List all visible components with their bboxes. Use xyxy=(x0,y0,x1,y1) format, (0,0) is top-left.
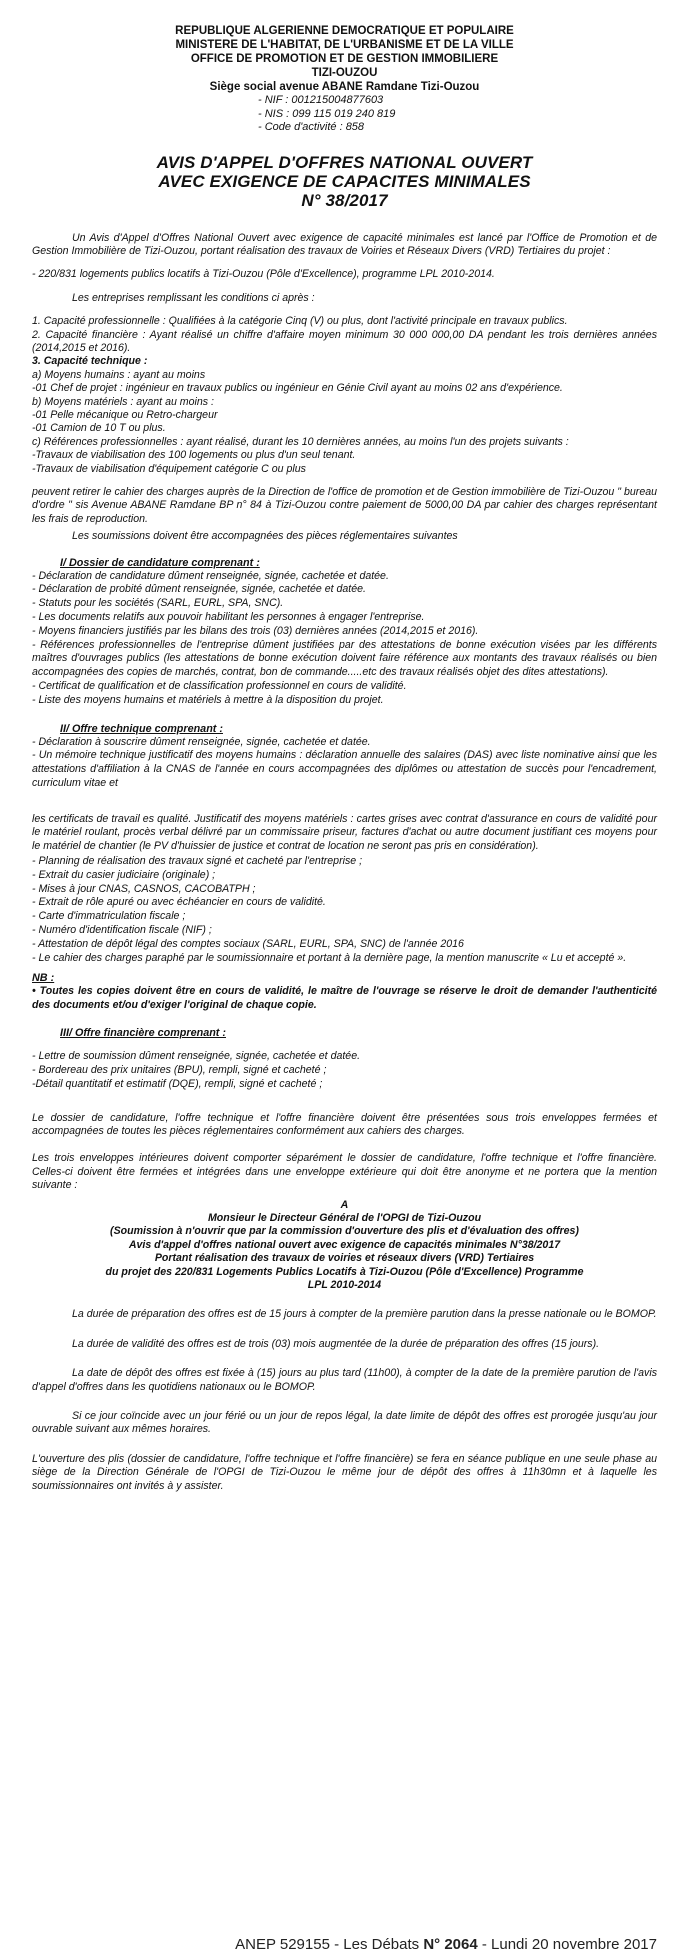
financiere-list xyxy=(32,1050,657,1091)
ministry-line: MINISTERE DE L'HABITAT, DE L'URBANISME ET DE LA VILLE xyxy=(175,39,514,51)
list-item: - Les documents relatifs aux pouvoir habilitant les personnes à engager l'entreprise. xyxy=(32,611,425,624)
list-item: - Déclaration à souscrire dûment renseignée, signée, cachetée et datée. xyxy=(32,735,371,748)
list-item: - Références professionnelles de l'entreprise dûment justifiées par des attestations de bonne exécution visées par les différents maîtres d'ouvrages publics (les attestations de bonne exécution doivent faire référence aux montants des travaux réalisés ou bien accompagnées des copies de marchés, contrat, bon de commande.....etc des travaux réalisés objet des dites attestations). xyxy=(32,638,657,679)
nb-text: • Toutes les copies doivent être en cours de validité, le maître de l'ouvrage se réserve le droit de demander l'authenticité des documents et/ou d'exiger l'original de chaque copie. xyxy=(32,985,657,1011)
condition-item: -Travaux de viabilisation des 100 logements ou plus d'un seul tenant. xyxy=(32,449,356,462)
list-item: - Déclaration de probité dûment renseignée, signée, cachetée et datée. xyxy=(32,583,366,596)
title-line-1: AVIS D'APPEL D'OFFRES NATIONAL OUVERT xyxy=(156,152,533,172)
closing-paragraph-2: Les trois enveloppes intérieures doivent comporter séparément le dossier de candidature, l'offre technique et l'offre financière. Celles-ci doivent être fermées et intégrées dans une enveloppe extérieure qui doit être anonyme et ne portera que la mention suivante : xyxy=(32,1152,657,1192)
condition-item: -01 Chef de projet : ingénieur en travaux publics ou ingénieur en Génie Civil ayant au moins 02 ans d'expérience. xyxy=(32,382,563,395)
closing-paragraph-1: Le dossier de candidature, l'offre technique et l'offre financière doivent être présentées sous trois enveloppes fermées et accompagnées de toutes les pièces réglementaires conformément aux cahiers des charges. xyxy=(32,1111,657,1137)
activity-code-line: - Code d'activité : 858 xyxy=(258,121,365,133)
conditions-intro: Les entreprises remplissant les conditions ci après : xyxy=(72,291,315,304)
list-item: - Extrait du casier judiciaire (originale) ; xyxy=(32,868,216,881)
closing-paragraph-6: Si ce jour coïncide avec un jour férié ou un jour de repos légal, la date limite de dépôt des offres est prorogée jusqu'au jour ouvrable suivant aux mêmes horaires. xyxy=(32,1410,657,1436)
list-item: -Détail quantitatif et estimatif (DQE), rempli, signé et cacheté ; xyxy=(32,1077,323,1090)
city-line: TIZI-OUZOU xyxy=(311,67,378,79)
condition-item: 3. Capacité technique : xyxy=(32,355,148,368)
list-item: - Liste des moyens humains et matériels à mettre à la disposition du projet. xyxy=(32,693,384,706)
technique-continuation: les certificats de travail es qualité. Justificatif des moyens matériels : cartes grises avec contrat d'assurance en cours de validité pour le matériel roulant, procès verbal délivré par un commissaire priseur, factures d'achat ou autre document justifiant ces moyens pour le matériel de chantier (le PV d'huissier de justice et contrat de location ne seront pas pris en considération). xyxy=(32,812,657,852)
condition-item: -01 Pelle mécanique ou Retro-chargeur xyxy=(32,408,218,421)
office-line: OFFICE DE PROMOTION ET DE GESTION IMMOBILIERE xyxy=(190,53,499,65)
condition-item: -Travaux de viabilisation d'équipement catégorie C ou plus xyxy=(32,462,306,475)
identifiers xyxy=(258,94,657,135)
nb-label: NB : xyxy=(32,972,55,985)
intro-paragraph: Un Avis d'Appel d'Offres National Ouvert avec exigence de capacité minimales est lancé par l'Office de Promotion et de Gestion Immobilière de Tizi-Ouzou, portant réalisation des travaux de Voiries et Réseaux Divers (VRD) Tertiaires du projet : xyxy=(32,231,657,257)
addressee-a: A xyxy=(340,1198,349,1211)
dossier-list xyxy=(32,570,657,708)
addressee-line: Monsieur le Directeur Général de l'OPGI de Tizi-Ouzou xyxy=(207,1212,482,1225)
condition-item: a) Moyens humains : ayant au moins xyxy=(32,368,206,381)
addressee-line: LPL 2010-2014 xyxy=(307,1279,382,1292)
list-item: - Statuts pour les sociétés (SARL, EURL, SPA, SNC). xyxy=(32,597,284,610)
dossier-section xyxy=(60,556,657,570)
issue-number: N° 2064 xyxy=(423,1936,478,1953)
address-line: Siège social avenue ABANE Ramdane Tizi-Ouzou xyxy=(209,81,480,93)
technique-list xyxy=(32,736,657,791)
notice-title xyxy=(32,153,657,210)
letterhead xyxy=(32,24,657,94)
envelope-address xyxy=(32,1199,657,1293)
nis-line: - NIS : 099 115 019 240 819 xyxy=(258,107,396,120)
issue-date: - Lundi 20 novembre 2017 xyxy=(477,1936,657,1953)
addressee-line: du projet des 220/831 Logements Publics Locatifs à Tizi-Ouzou (Pôle d'Excellence) Programme xyxy=(105,1265,584,1278)
closing-paragraph-3: La durée de préparation des offres est de 15 jours à compter de la première parution dans la presse nationale ou le BOMOP. xyxy=(72,1308,657,1321)
financiere-section xyxy=(60,1026,657,1040)
condition-item: 1. Capacité professionnelle : Qualifiées à la catégorie Cinq (V) ou plus, dont l'activité principale en travaux publics. xyxy=(32,315,568,328)
condition-item: b) Moyens matériels : ayant au moins : xyxy=(32,395,214,408)
project-line: - 220/831 logements publics locatifs à Tizi-Ouzou (Pôle d'Excellence), programme LPL 2010-2014. xyxy=(32,268,495,281)
section-title: III/ Offre financière comprenant : xyxy=(60,1027,226,1040)
retrait-paragraph: peuvent retirer le cahier des charges auprès de la Direction de l'office de promotion et de Gestion immobilière de Tizi-Ouzou " bureau d'ordre " sis Avenue ABANE Ramdane BP n° 84 à Tizi-Ouzou contre paiement de 5000,00 DA par cahier des charges représentant les frais de reproduction. xyxy=(32,486,657,525)
closing-paragraph-7: L'ouverture des plis (dossier de candidature, l'offre technique et l'offre financière) se fera en séance publique en une seule phase au siège de la Direction Générale de l'OPGI de Tizi-Ouzou le même jour de dépôt des offres à 11h30mn et à laquelle les soumissionnaires ont invités à y assister. xyxy=(32,1452,657,1492)
section-title: I/ Dossier de candidature comprenant : xyxy=(60,556,260,569)
closing-paragraph-4: La durée de validité des offres est de trois (03) mois augmentée de la durée de préparation des offres (15 jours). xyxy=(72,1337,600,1350)
title-number: N° 38/2017 xyxy=(301,190,388,210)
list-item: - Moyens financiers justifiés par les bilans des trois (03) dernières années (2014,2015 et 2016). xyxy=(32,624,479,637)
condition-item: c) Références professionnelles : ayant réalisé, durant les 10 dernières années, au moins l'un des projets suivants : xyxy=(32,435,569,448)
condition-item: 2. Capacité financière : Ayant réalisé un chiffre d'affaire moyen minimum 30 000 000,00 DA pendant les trois dernières années (2014,2015 et 2016). xyxy=(32,328,657,354)
list-item: - Un mémoire technique justificatif des moyens humains : déclaration annuelle des salaires (DAS) avec liste nominative ainsi que les attestations d'affiliation à la CNAS de l'année en cours accompagnées des diplômes ou attestation de succès pour l'encadrement, curriculum vitae et xyxy=(32,749,657,789)
addressee-line: Avis d'appel d'offres national ouvert avec exigence de capacités minimales N°38/2017 xyxy=(128,1238,561,1251)
technique-section xyxy=(60,722,657,736)
condition-item: -01 Camion de 10 T ou plus. xyxy=(32,422,166,435)
section-title: II/ Offre technique comprenant : xyxy=(60,722,223,735)
addressee-line: (Soumission à n'ouvrir que par la commission d'ouverture des plis et d'évaluation des offres) xyxy=(110,1225,579,1238)
list-item: - Attestation de dépôt légal des comptes sociaux (SARL, EURL, SPA, SNC) de l'année 2016 xyxy=(32,937,464,950)
nif-line: - NIF : 001215004877603 xyxy=(258,94,384,106)
anep-reference: ANEP 529155 xyxy=(235,1936,330,1953)
technique-list-2 xyxy=(32,855,657,965)
soumissions-line: Les soumissions doivent être accompagnées des pièces réglementaires suivantes xyxy=(72,530,458,543)
notice-body xyxy=(32,24,657,1493)
list-item: - Extrait de rôle apuré ou avec échéancier en cours de validité. xyxy=(32,896,326,909)
list-item: - Planning de réalisation des travaux signé et cacheté par l'entreprise ; xyxy=(32,855,363,867)
republic-line: REPUBLIQUE ALGERIENNE DEMOCRATIQUE ET POPULAIRE xyxy=(175,25,514,37)
title-line-2: AVEC EXIGENCE DE CAPACITES MINIMALES xyxy=(158,171,531,191)
newspaper-footer xyxy=(0,1936,677,1953)
list-item: - Mises à jour CNAS, CASNOS, CACOBATPH ; xyxy=(32,882,256,895)
addressee-line: Portant réalisation des travaux de voiries et réseaux divers (VRD) Tertiaires xyxy=(154,1252,535,1265)
newspaper-name: - Les Débats xyxy=(329,1936,424,1953)
list-item: - Déclaration de candidature dûment renseignée, signée, cachetée et datée. xyxy=(32,569,389,582)
closing-paragraph-5: La date de dépôt des offres est fixée à (15) jours au plus tard (11h00), à compter de la date de la première parution de l'avis d'appel d'offres dans les quotidiens nationaux ou le BOMOP. xyxy=(32,1367,657,1393)
list-item: - Numéro d'identification fiscale (NIF) ; xyxy=(32,923,212,936)
list-item: - Certificat de qualification et de classification professionnel en cours de validité. xyxy=(32,680,407,692)
list-item: - Carte d'immatriculation fiscale ; xyxy=(32,910,186,923)
list-item: - Bordereau des prix unitaires (BPU), rempli, signé et cacheté ; xyxy=(32,1063,327,1076)
list-item: - Lettre de soumission dûment renseignée, signée, cachetée et datée. xyxy=(32,1050,361,1063)
conditions-list xyxy=(32,315,657,476)
list-item: - Le cahier des charges paraphé par le soumissionnaire et portant à la dernière page, la mention manuscrite « Lu et accepté ». xyxy=(32,951,627,964)
